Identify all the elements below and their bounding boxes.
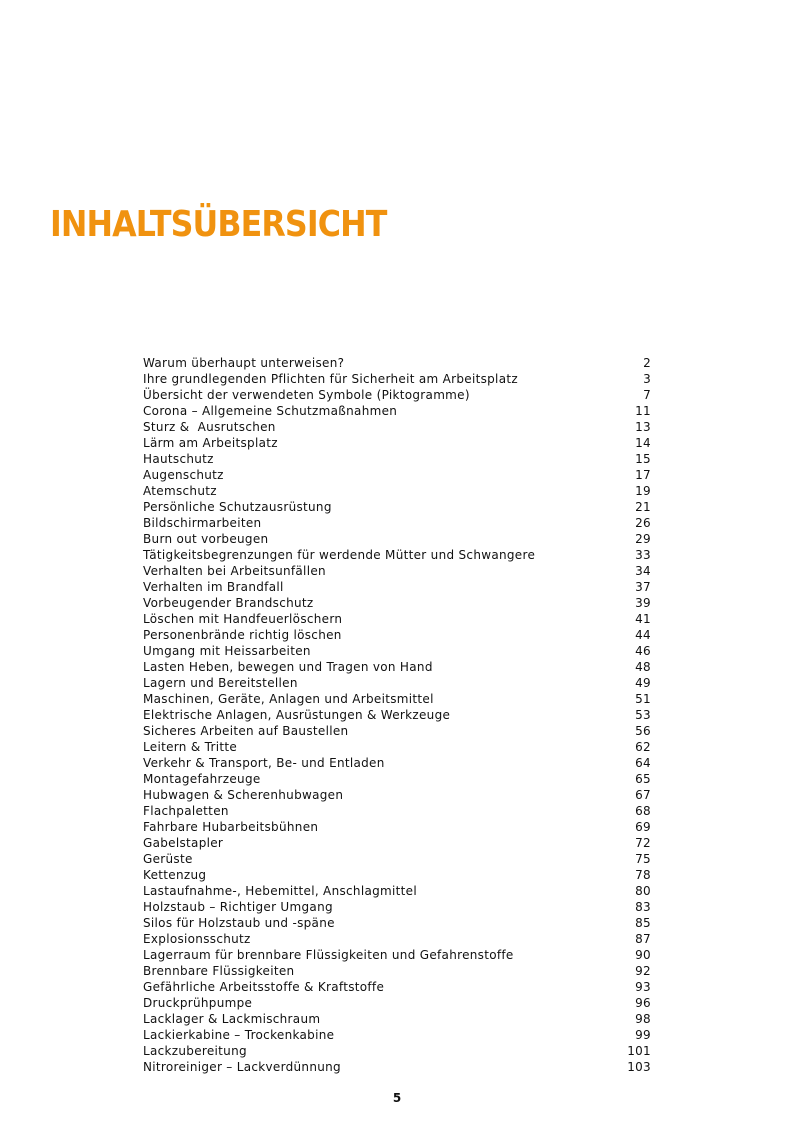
toc-entry [143, 739, 651, 755]
toc-entry-page: 98 [635, 1012, 651, 1026]
toc-entry [143, 963, 651, 979]
toc-entry-label: Corona – Allgemeine Schutzmaßnahmen [143, 404, 398, 418]
toc-entry [143, 403, 651, 419]
toc-entry [143, 579, 651, 595]
toc-entry-label: Verhalten im Brandfall [143, 580, 284, 594]
toc-entry-label: Lackierkabine – Trockenkabine [143, 1028, 335, 1042]
toc-entry-page: 87 [635, 932, 651, 946]
toc-entry-label: Kettenzug [143, 868, 207, 882]
toc-entry [143, 851, 651, 867]
toc-entry-page: 90 [635, 948, 651, 962]
toc-entry-label: Hubwagen & Scherenhubwagen [143, 788, 344, 802]
toc-entry [143, 915, 651, 931]
toc-entry [143, 467, 651, 483]
toc-entry [143, 355, 651, 371]
toc-entry-label: Lagerraum für brennbare Flüssigkeiten und Gefahrenstoffe [143, 948, 514, 962]
toc-entry-label: Übersicht der verwendeten Symbole (Piktogramme) [143, 388, 470, 402]
toc-entry-page: 19 [635, 484, 651, 498]
toc-entry-label: Gefährliche Arbeitsstoffe & Kraftstoffe [143, 980, 385, 994]
toc-entry-page: 99 [635, 1028, 651, 1042]
toc-entry [143, 611, 651, 627]
toc-entry-label: Persönliche Schutzausrüstung [143, 500, 332, 514]
toc-entry [143, 419, 651, 435]
toc-entry [143, 435, 651, 451]
toc-entry-page: 21 [635, 500, 651, 514]
toc-entry [143, 627, 651, 643]
toc-entry-page: 78 [635, 868, 651, 882]
toc-entry [143, 995, 651, 1011]
toc-entry-page: 33 [635, 548, 651, 562]
toc-entry-label: Lastaufnahme-, Hebemittel, Anschlagmittel [143, 884, 417, 898]
toc-entry-page: 2 [643, 356, 651, 370]
toc-entry-page: 37 [635, 580, 651, 594]
toc-entry-label: Ihre grundlegenden Pflichten für Sicherheit am Arbeitsplatz [143, 372, 518, 386]
toc-entry-page: 56 [635, 724, 651, 738]
toc-entry [143, 867, 651, 883]
toc-entry [143, 947, 651, 963]
toc-entry-page: 96 [635, 996, 651, 1010]
toc-entry-label: Vorbeugender Brandschutz [143, 596, 314, 610]
toc-entry [143, 899, 651, 915]
toc-entry-label: Burn out vorbeugen [143, 532, 269, 546]
toc-entry-label: Hautschutz [143, 452, 214, 466]
toc-entry-label: Brennbare Flüssigkeiten [143, 964, 295, 978]
toc-entry-page: 83 [635, 900, 651, 914]
toc-entry-label: Fahrbare Hubarbeitsbühnen [143, 820, 319, 834]
toc-entry-page: 49 [635, 676, 651, 690]
toc-entry-page: 26 [635, 516, 651, 530]
toc-entry [143, 595, 651, 611]
toc-entry-label: Leitern & Tritte [143, 740, 238, 754]
toc-entry-page: 46 [635, 644, 651, 658]
toc-entry [143, 819, 651, 835]
page-title: INHALTSÜBERSICHT [50, 204, 387, 245]
toc-entry-label: Gabelstapler [143, 836, 224, 850]
toc-entry-label: Sicheres Arbeiten auf Baustellen [143, 724, 349, 738]
toc-entry-label: Sturz & Ausrutschen [143, 420, 276, 434]
toc-entry [143, 643, 651, 659]
toc-entry-label: Explosionsschutz [143, 932, 251, 946]
toc-entry-label: Lärm am Arbeitsplatz [143, 436, 278, 450]
toc-entry [143, 371, 651, 387]
toc-entry-label: Umgang mit Heissarbeiten [143, 644, 311, 658]
toc-entry-page: 17 [635, 468, 651, 482]
toc-entry-page: 11 [635, 404, 651, 418]
toc-entry-page: 67 [635, 788, 651, 802]
toc-entry [143, 835, 651, 851]
toc-entry-label: Verkehr & Transport, Be- und Entladen [143, 756, 385, 770]
toc-entry-label: Personenbrände richtig löschen [143, 628, 342, 642]
toc-entry-page: 44 [635, 628, 651, 642]
toc-entry-page: 101 [627, 1044, 651, 1058]
toc-entry-page: 15 [635, 452, 651, 466]
toc-entry-label: Montagefahrzeuge [143, 772, 261, 786]
toc-entry [143, 1043, 651, 1059]
toc-entry-label: Gerüste [143, 852, 193, 866]
toc-entry-page: 75 [635, 852, 651, 866]
toc-entry-page: 93 [635, 980, 651, 994]
toc-entry [143, 803, 651, 819]
toc-entry-label: Nitroreiniger – Lackverdünnung [143, 1060, 341, 1074]
toc-entry-label: Warum überhaupt unterweisen? [143, 356, 345, 370]
toc-entry [143, 659, 651, 675]
toc-entry-label: Verhalten bei Arbeitsunfällen [143, 564, 326, 578]
toc-entry [143, 723, 651, 739]
toc-entry-page: 13 [635, 420, 651, 434]
toc-entry-page: 92 [635, 964, 651, 978]
table-of-contents [143, 355, 651, 1075]
toc-entry-page: 3 [643, 372, 651, 386]
toc-entry-page: 39 [635, 596, 651, 610]
toc-entry-page: 103 [627, 1060, 651, 1074]
toc-entry-page: 7 [643, 388, 651, 402]
toc-entry-label: Tätigkeitsbegrenzungen für werdende Mütter und Schwangere [143, 548, 536, 562]
toc-entry-label: Atemschutz [143, 484, 217, 498]
toc-entry [143, 547, 651, 563]
toc-entry [143, 979, 651, 995]
page-number: 5 [392, 1091, 402, 1105]
toc-entry-page: 14 [635, 436, 651, 450]
toc-entry-page: 65 [635, 772, 651, 786]
toc-entry-page: 64 [635, 756, 651, 770]
toc-entry [143, 1011, 651, 1027]
toc-entry-page: 51 [635, 692, 651, 706]
toc-entry [143, 883, 651, 899]
toc-entry-page: 48 [635, 660, 651, 674]
toc-entry-page: 72 [635, 836, 651, 850]
toc-entry [143, 563, 651, 579]
toc-entry-page: 34 [635, 564, 651, 578]
toc-entry-label: Augenschutz [143, 468, 224, 482]
toc-entry [143, 499, 651, 515]
toc-entry [143, 531, 651, 547]
toc-entry-label: Maschinen, Geräte, Anlagen und Arbeitsmittel [143, 692, 434, 706]
toc-entry-label: Flachpaletten [143, 804, 229, 818]
toc-entry [143, 483, 651, 499]
toc-entry-page: 62 [635, 740, 651, 754]
toc-entry-page: 29 [635, 532, 651, 546]
toc-entry-label: Lackzubereitung [143, 1044, 247, 1058]
toc-entry [143, 931, 651, 947]
toc-entry-label: Holzstaub – Richtiger Umgang [143, 900, 333, 914]
toc-entry-label: Lacklager & Lackmischraum [143, 1012, 321, 1026]
toc-entry [143, 515, 651, 531]
toc-entry-page: 80 [635, 884, 651, 898]
toc-entry [143, 1027, 651, 1043]
toc-entry [143, 755, 651, 771]
toc-entry [143, 387, 651, 403]
toc-entry-label: Löschen mit Handfeuerlöschern [143, 612, 343, 626]
toc-entry-label: Elektrische Anlagen, Ausrüstungen & Werkzeuge [143, 708, 451, 722]
toc-entry-page: 53 [635, 708, 651, 722]
toc-entry [143, 771, 651, 787]
toc-entry [143, 787, 651, 803]
toc-entry [143, 675, 651, 691]
toc-entry-page: 41 [635, 612, 651, 626]
toc-entry [143, 1059, 651, 1075]
toc-entry [143, 691, 651, 707]
toc-entry-page: 68 [635, 804, 651, 818]
toc-entry-label: Silos für Holzstaub und -späne [143, 916, 335, 930]
toc-entry [143, 707, 651, 723]
toc-entry-label: Lagern und Bereitstellen [143, 676, 298, 690]
toc-entry-page: 85 [635, 916, 651, 930]
toc-entry-page: 69 [635, 820, 651, 834]
toc-entry-label: Lasten Heben, bewegen und Tragen von Hand [143, 660, 433, 674]
toc-entry-label: Druckprühpumpe [143, 996, 253, 1010]
toc-entry-label: Bildschirmarbeiten [143, 516, 262, 530]
toc-entry [143, 451, 651, 467]
